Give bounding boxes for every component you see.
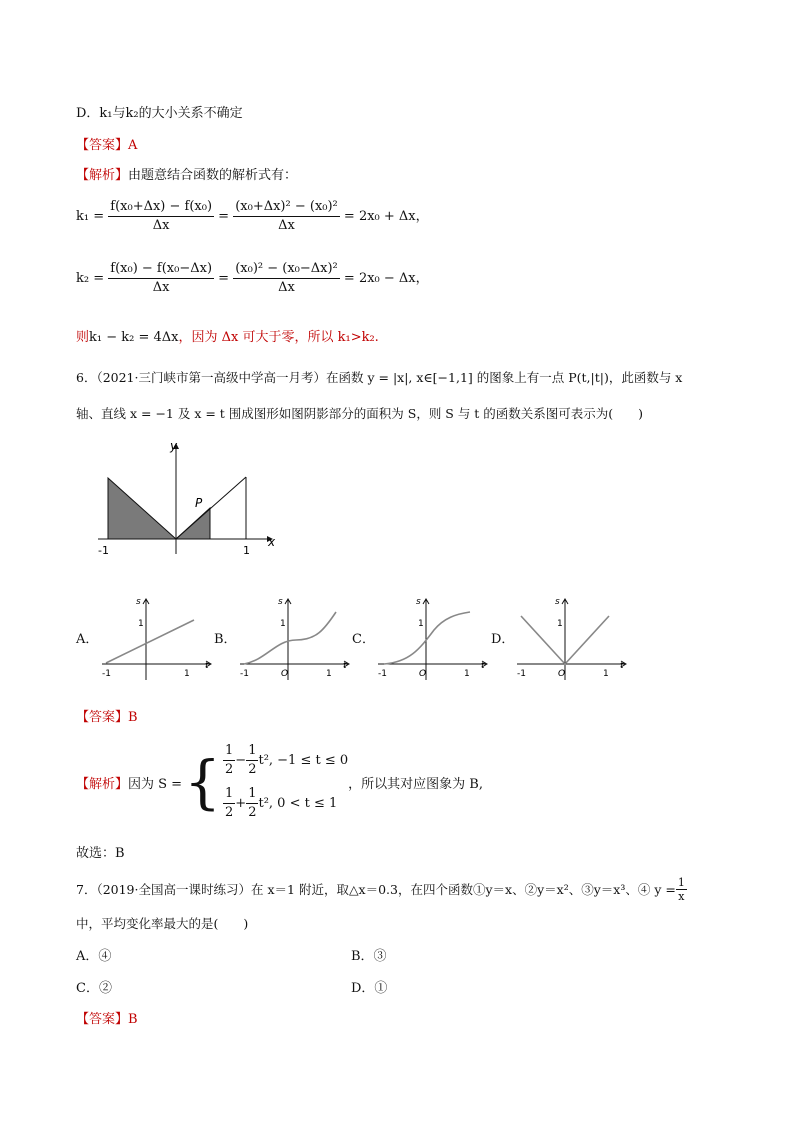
conclusion-prefix: 则 bbox=[76, 330, 90, 345]
answer-label: 【答案】 bbox=[76, 1012, 129, 1027]
s-axis-label: s bbox=[555, 597, 560, 607]
x-axis-label: x bbox=[268, 535, 276, 549]
q5-answer bbox=[76, 134, 137, 153]
q6-main-figure bbox=[86, 438, 286, 558]
t-axis-label: t bbox=[481, 661, 485, 671]
conclusion-suffix: ，因为 Δx 可大于零，所以 k₁>k₂. bbox=[178, 330, 379, 345]
k2-fraction-2 bbox=[233, 260, 340, 297]
option-graph bbox=[236, 590, 354, 682]
y-axis-label: y bbox=[170, 439, 178, 453]
analysis-text: 由题意结合函数的解析式有： bbox=[128, 168, 298, 183]
k1-equation: k₁ = $\frac{\text{f(x₀+Δx) − f(x₀)}}{\Delta x}$ = $\frac{\text{(x₀+Δx)² − (x₀)²}}{\Delta x}$ = 2x₀ + Δx， bbox=[76, 199, 429, 233]
case1-op: − bbox=[235, 753, 247, 768]
t-tick-one: 1 bbox=[326, 669, 332, 679]
q5-conclusion bbox=[76, 326, 379, 345]
option-graph bbox=[374, 590, 492, 682]
option-graph bbox=[98, 590, 216, 682]
analysis-suffix: ，所以其对应图象为 B, bbox=[348, 776, 483, 792]
func4-lhs: y = bbox=[654, 881, 676, 897]
k1-num2: (x₀+Δx)² − (x₀)² bbox=[233, 198, 340, 217]
origin-label: O bbox=[558, 669, 566, 679]
s-axis-label: s bbox=[416, 597, 421, 607]
case1-frac-num: 1 bbox=[223, 742, 235, 761]
option-letter: A． bbox=[76, 632, 99, 647]
case-1 bbox=[223, 742, 348, 779]
k2-den1: Δx bbox=[152, 280, 170, 295]
q6-stem-line1: 6．（2021·三门峡市第一高级中学高一月考）在函数 y = |x|, x∈[−1,1] 的图象上有一点 P(t,|t|)，此函数与 x bbox=[76, 370, 683, 385]
analysis-prefix: 因为 S = bbox=[128, 776, 183, 792]
q5-analysis-intro bbox=[76, 164, 297, 183]
t-tick-one: 1 bbox=[184, 669, 190, 679]
t-tick-neg-one: -1 bbox=[240, 669, 249, 679]
case1-frac2-num: 1 bbox=[246, 742, 258, 761]
option-letter: D． bbox=[491, 632, 515, 647]
q7-answer bbox=[76, 1008, 138, 1027]
option-curve bbox=[244, 612, 336, 664]
case2-frac-den: 2 bbox=[225, 805, 234, 820]
func4-den: x bbox=[678, 889, 685, 903]
case2-op: + bbox=[235, 796, 247, 811]
conclusion-math: k₁ − k₂ = 4Δx bbox=[89, 330, 179, 345]
option-curve bbox=[384, 612, 470, 664]
case2-frac-num: 1 bbox=[223, 785, 235, 804]
tick-one: 1 bbox=[243, 544, 250, 557]
q6-answer bbox=[76, 706, 138, 725]
case2-rest: t², 0 < t ≤ 1 bbox=[258, 796, 338, 811]
k2-result: = 2x₀ − Δx， bbox=[343, 271, 429, 286]
point-p-label: P bbox=[195, 496, 203, 510]
s-axis-label: s bbox=[278, 597, 283, 607]
q6-choose: 故选：B bbox=[76, 846, 125, 861]
option-curve bbox=[106, 620, 194, 663]
k1-fraction-1 bbox=[108, 198, 214, 235]
q7-option-d: D．① bbox=[351, 981, 388, 996]
q7-stem-line1 bbox=[76, 876, 687, 902]
t-tick-one: 1 bbox=[464, 669, 470, 679]
k1-den1: Δx bbox=[152, 218, 170, 233]
t-tick-neg-one: -1 bbox=[517, 669, 526, 679]
q6-stem-line2: 轴、直线 x = −1 及 x = t 围成图形如图阴影部分的面积为 S，则 S 与 t 的函数关系图可表示为( ) bbox=[76, 406, 644, 421]
analysis-label: 【解析】 bbox=[76, 776, 129, 792]
func4-num: 1 bbox=[677, 875, 685, 889]
answer-value: B bbox=[128, 1012, 138, 1027]
k1-fraction-2 bbox=[233, 198, 340, 235]
left-shaded-region bbox=[108, 478, 176, 539]
option-letter: C． bbox=[352, 632, 375, 647]
k1-lhs: k₁ = bbox=[76, 209, 105, 224]
origin-label: O bbox=[281, 669, 289, 679]
answer-value: B bbox=[128, 710, 138, 725]
case2-frac2-num: 1 bbox=[246, 785, 258, 804]
s-tick-one: 1 bbox=[280, 619, 286, 629]
tick-neg-one: -1 bbox=[98, 544, 109, 557]
t-tick-one: 1 bbox=[603, 669, 609, 679]
q7-option-c: C．② bbox=[76, 981, 112, 996]
k2-num1: f(x₀) − f(x₀−Δx) bbox=[108, 260, 214, 279]
k1-result: = 2x₀ + Δx， bbox=[343, 209, 429, 224]
brace: { bbox=[184, 748, 221, 816]
s-axis-label: s bbox=[136, 597, 141, 607]
answer-label: 【答案】 bbox=[76, 710, 129, 725]
s-tick-one: 1 bbox=[138, 619, 144, 629]
option-letter: B． bbox=[214, 632, 237, 647]
q7-option-b: B．③ bbox=[351, 949, 387, 964]
case1-rest: t², −1 ≤ t ≤ 0 bbox=[258, 753, 349, 768]
case-2 bbox=[223, 785, 348, 822]
piecewise-cases bbox=[223, 742, 348, 822]
k2-lhs: k₂ = bbox=[76, 271, 105, 286]
k1-num1: f(x₀+Δx) − f(x₀) bbox=[108, 198, 214, 217]
case2-frac2-den: 2 bbox=[248, 805, 257, 820]
t-tick-neg-one: -1 bbox=[102, 669, 111, 679]
case1-frac2-den: 2 bbox=[248, 762, 257, 777]
s-tick-one: 1 bbox=[418, 619, 424, 629]
k2-den2: Δx bbox=[278, 280, 295, 295]
t-tick-neg-one: -1 bbox=[378, 669, 387, 679]
origin-label: O bbox=[419, 669, 427, 679]
case1-frac-den: 2 bbox=[225, 762, 234, 777]
q5-option-d: D．k₁与k₂的大小关系不确定 bbox=[76, 106, 243, 121]
k1-den2: Δx bbox=[278, 218, 295, 233]
answer-label: 【答案】 bbox=[76, 138, 129, 153]
graph-right-branch bbox=[176, 477, 246, 539]
q7-stem-line2: 中，平均变化率最大的是( ) bbox=[76, 916, 249, 931]
q7-line1-text: 7．（2019·全国高一课时练习）在 x＝1 附近，取△x＝0.3，在四个函数①y＝x、②y＝x²、③y＝x³、④ bbox=[76, 882, 651, 897]
k2-equation: k₂ = $\frac{\text{f(x₀) − f(x₀−Δx)}}{\Delta x}$ = $\frac{\text{(x₀)² − (x₀−Δx)²}}{\Delta x}$ = 2x₀ − Δx， bbox=[76, 261, 429, 295]
option-graph bbox=[513, 590, 631, 682]
t-axis-label: t bbox=[343, 661, 347, 671]
t-axis-label: t bbox=[205, 661, 209, 671]
s-tick-one: 1 bbox=[557, 619, 563, 629]
func4-fraction bbox=[676, 876, 687, 903]
k2-num2: (x₀)² − (x₀−Δx)² bbox=[233, 260, 340, 279]
q6-analysis bbox=[76, 740, 483, 824]
analysis-label: 【解析】 bbox=[76, 168, 129, 183]
t-axis-label: t bbox=[620, 661, 624, 671]
answer-value: A bbox=[128, 138, 138, 153]
k2-fraction-1 bbox=[108, 260, 214, 297]
q7-option-a: A．④ bbox=[76, 949, 112, 964]
